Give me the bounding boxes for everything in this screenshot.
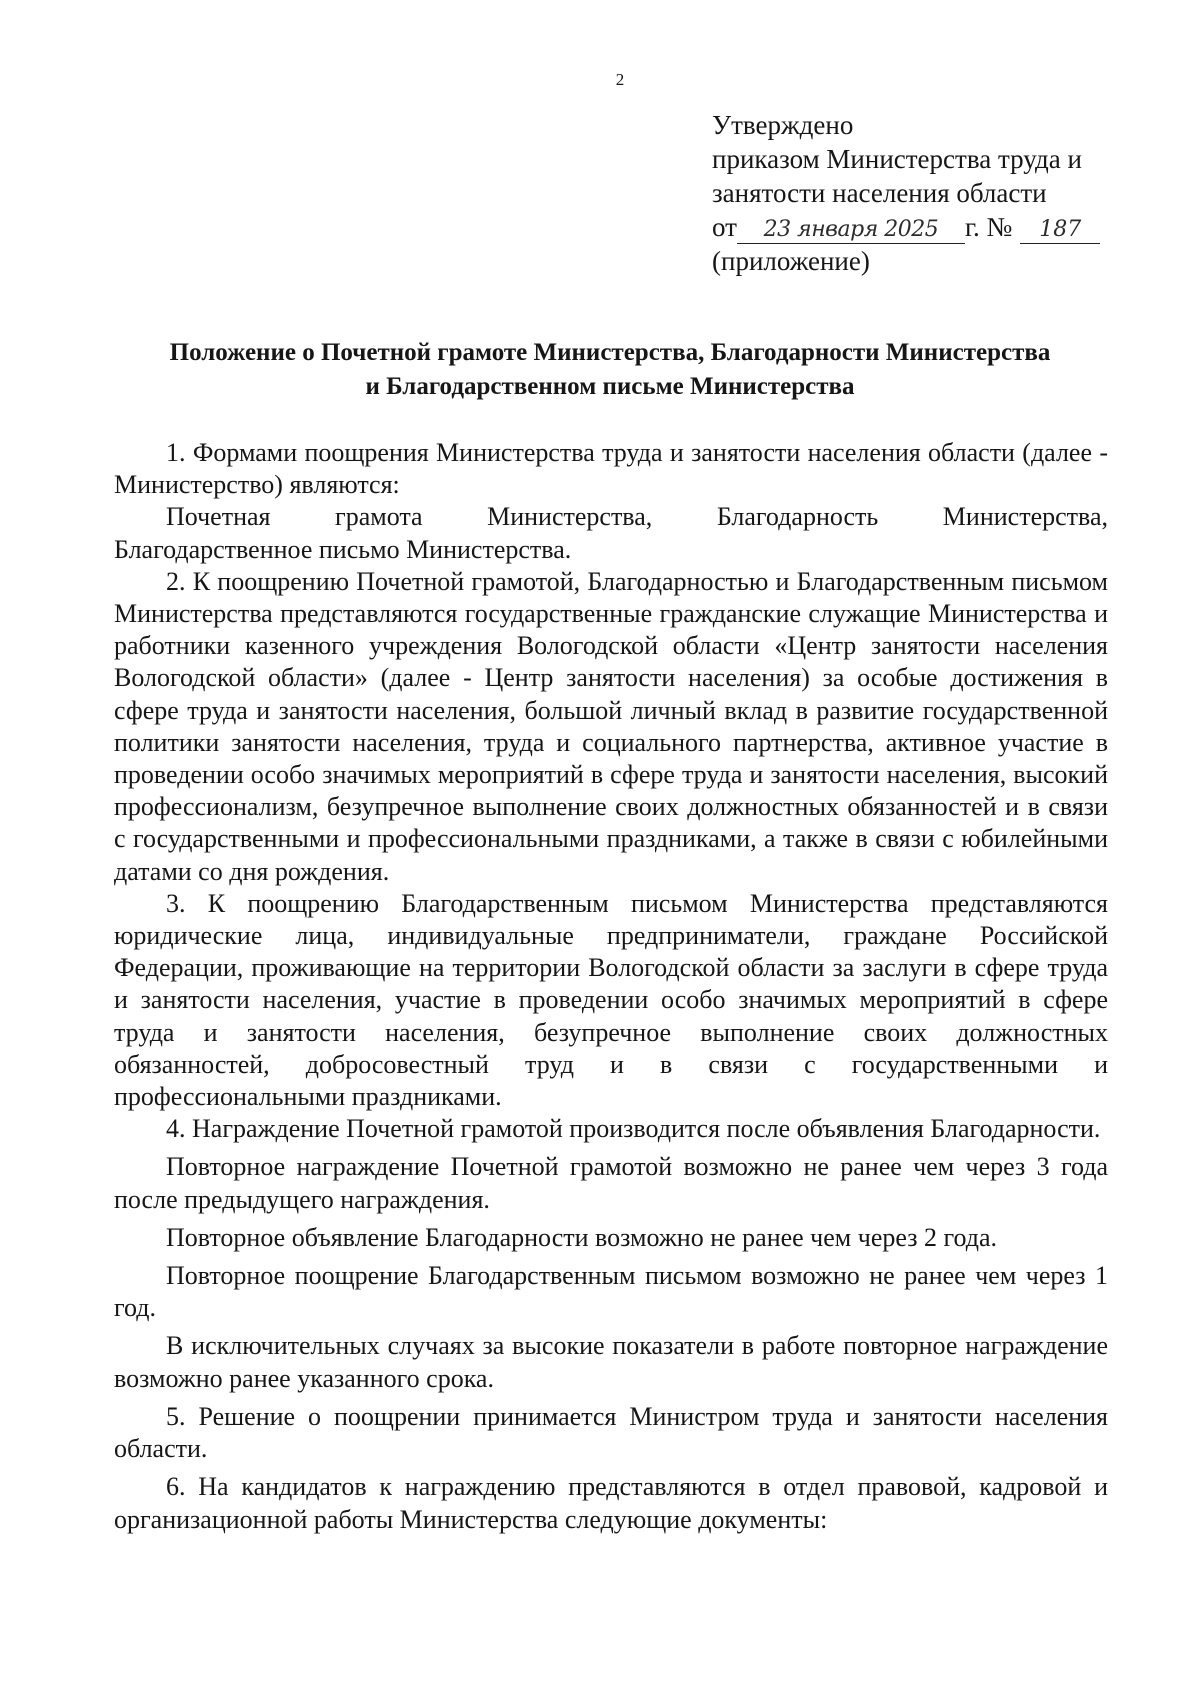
- paragraph-1-list-cont: Благодарственное письмо Министерства.: [114, 534, 572, 564]
- approval-line-order: приказом Министерства труда и: [712, 144, 1082, 174]
- approval-line-ministry: занятости населения области: [712, 178, 1047, 208]
- document-title: [90, 336, 1130, 404]
- date-prefix: от: [712, 212, 737, 242]
- paragraph-3: 3. К поощрению Благодарственным письмом Министерства представляются юридические лица, индивидуальные предприниматели, граждане Российской Федерации, проживающие на территории Вологодской области за заслуги в сфере труда и занятости населения, участие в проведении особо значимых мероприятий в сфере труда и занятости населения, безупречное выполнение своих должностных обязанностей, добросовестный труд и в связи с государственными и профессиональными праздниками.: [114, 888, 1108, 1112]
- paragraph-1-list: Почетная грамота Министерства, Благодарность Министерства,: [166, 502, 1108, 532]
- paragraph-4-repeat-gramota: Повторное награждение Почетной грамотой возможно не ранее чем через 3 года после предыдущего награждения.: [114, 1152, 1108, 1214]
- paragraph-4-repeat-letter: Повторное поощрение Благодарственным письмом возможно не ранее чем через 1 год.: [114, 1261, 1108, 1323]
- page-number: 2: [615, 70, 625, 89]
- paragraph-4-exceptions: В исключительных случаях за высокие показатели в работе повторное награждение возможно ранее указанного срока.: [114, 1331, 1108, 1393]
- paragraph-6: 6. На кандидатов к награждению представляются в отдел правовой, кадровой и организационной работы Министерства следующие документы:: [114, 1472, 1108, 1534]
- paragraph-5: 5. Решение о поощрении принимается Министром труда и занятости населения области.: [114, 1401, 1108, 1464]
- paragraph-2: 2. К поощрению Почетной грамотой, Благодарностью и Благодарственным письмом Министерства представляются государственные гражданские служащие Министерства и работники казенного учреждения Вологодской области «Центр занятости населения Вологодской области» (далее - Центр занятости населения) за особые достижения в сфере труда и занятости населения, большой личный вклад в развитие государственной политики занятости населения, труда и социального партнерства, активное участие в проведении особо значимых мероприятий в сфере труда и занятости населения, высокий профессионализм, безупречное выполнение своих должностных обязанностей и в связи с государственными и профессиональными праздниками, а также в связи с юбилейными датами со дня рождения.: [114, 566, 1108, 886]
- handwritten-date: 23 января 2025: [737, 217, 965, 244]
- title-line-2: и Благодарственном письме Министерства: [365, 373, 855, 400]
- paragraph-4-repeat-gratitude: Повторное объявление Благодарности возможно не ранее чем через 2 года.: [166, 1222, 998, 1252]
- paragraph-4: 4. Награждение Почетной грамотой производится после объявления Благодарности.: [166, 1114, 1101, 1144]
- approval-stamp: [712, 108, 1100, 278]
- year-number-label: г. №: [964, 212, 1013, 242]
- handwritten-number: 187: [1020, 217, 1100, 244]
- approval-line-date: [712, 210, 1100, 244]
- paragraph-1: 1. Формами поощрения Министерства труда и занятости населения области (далее - Министерство) являются:: [114, 438, 1108, 500]
- approval-line-approved: Утверждено: [712, 110, 854, 140]
- document-body: [114, 437, 1108, 1536]
- title-line-1: Положение о Почетной грамоте Министерства, Благодарности Министерства: [169, 339, 1051, 366]
- approval-line-appendix: (приложение): [712, 246, 870, 276]
